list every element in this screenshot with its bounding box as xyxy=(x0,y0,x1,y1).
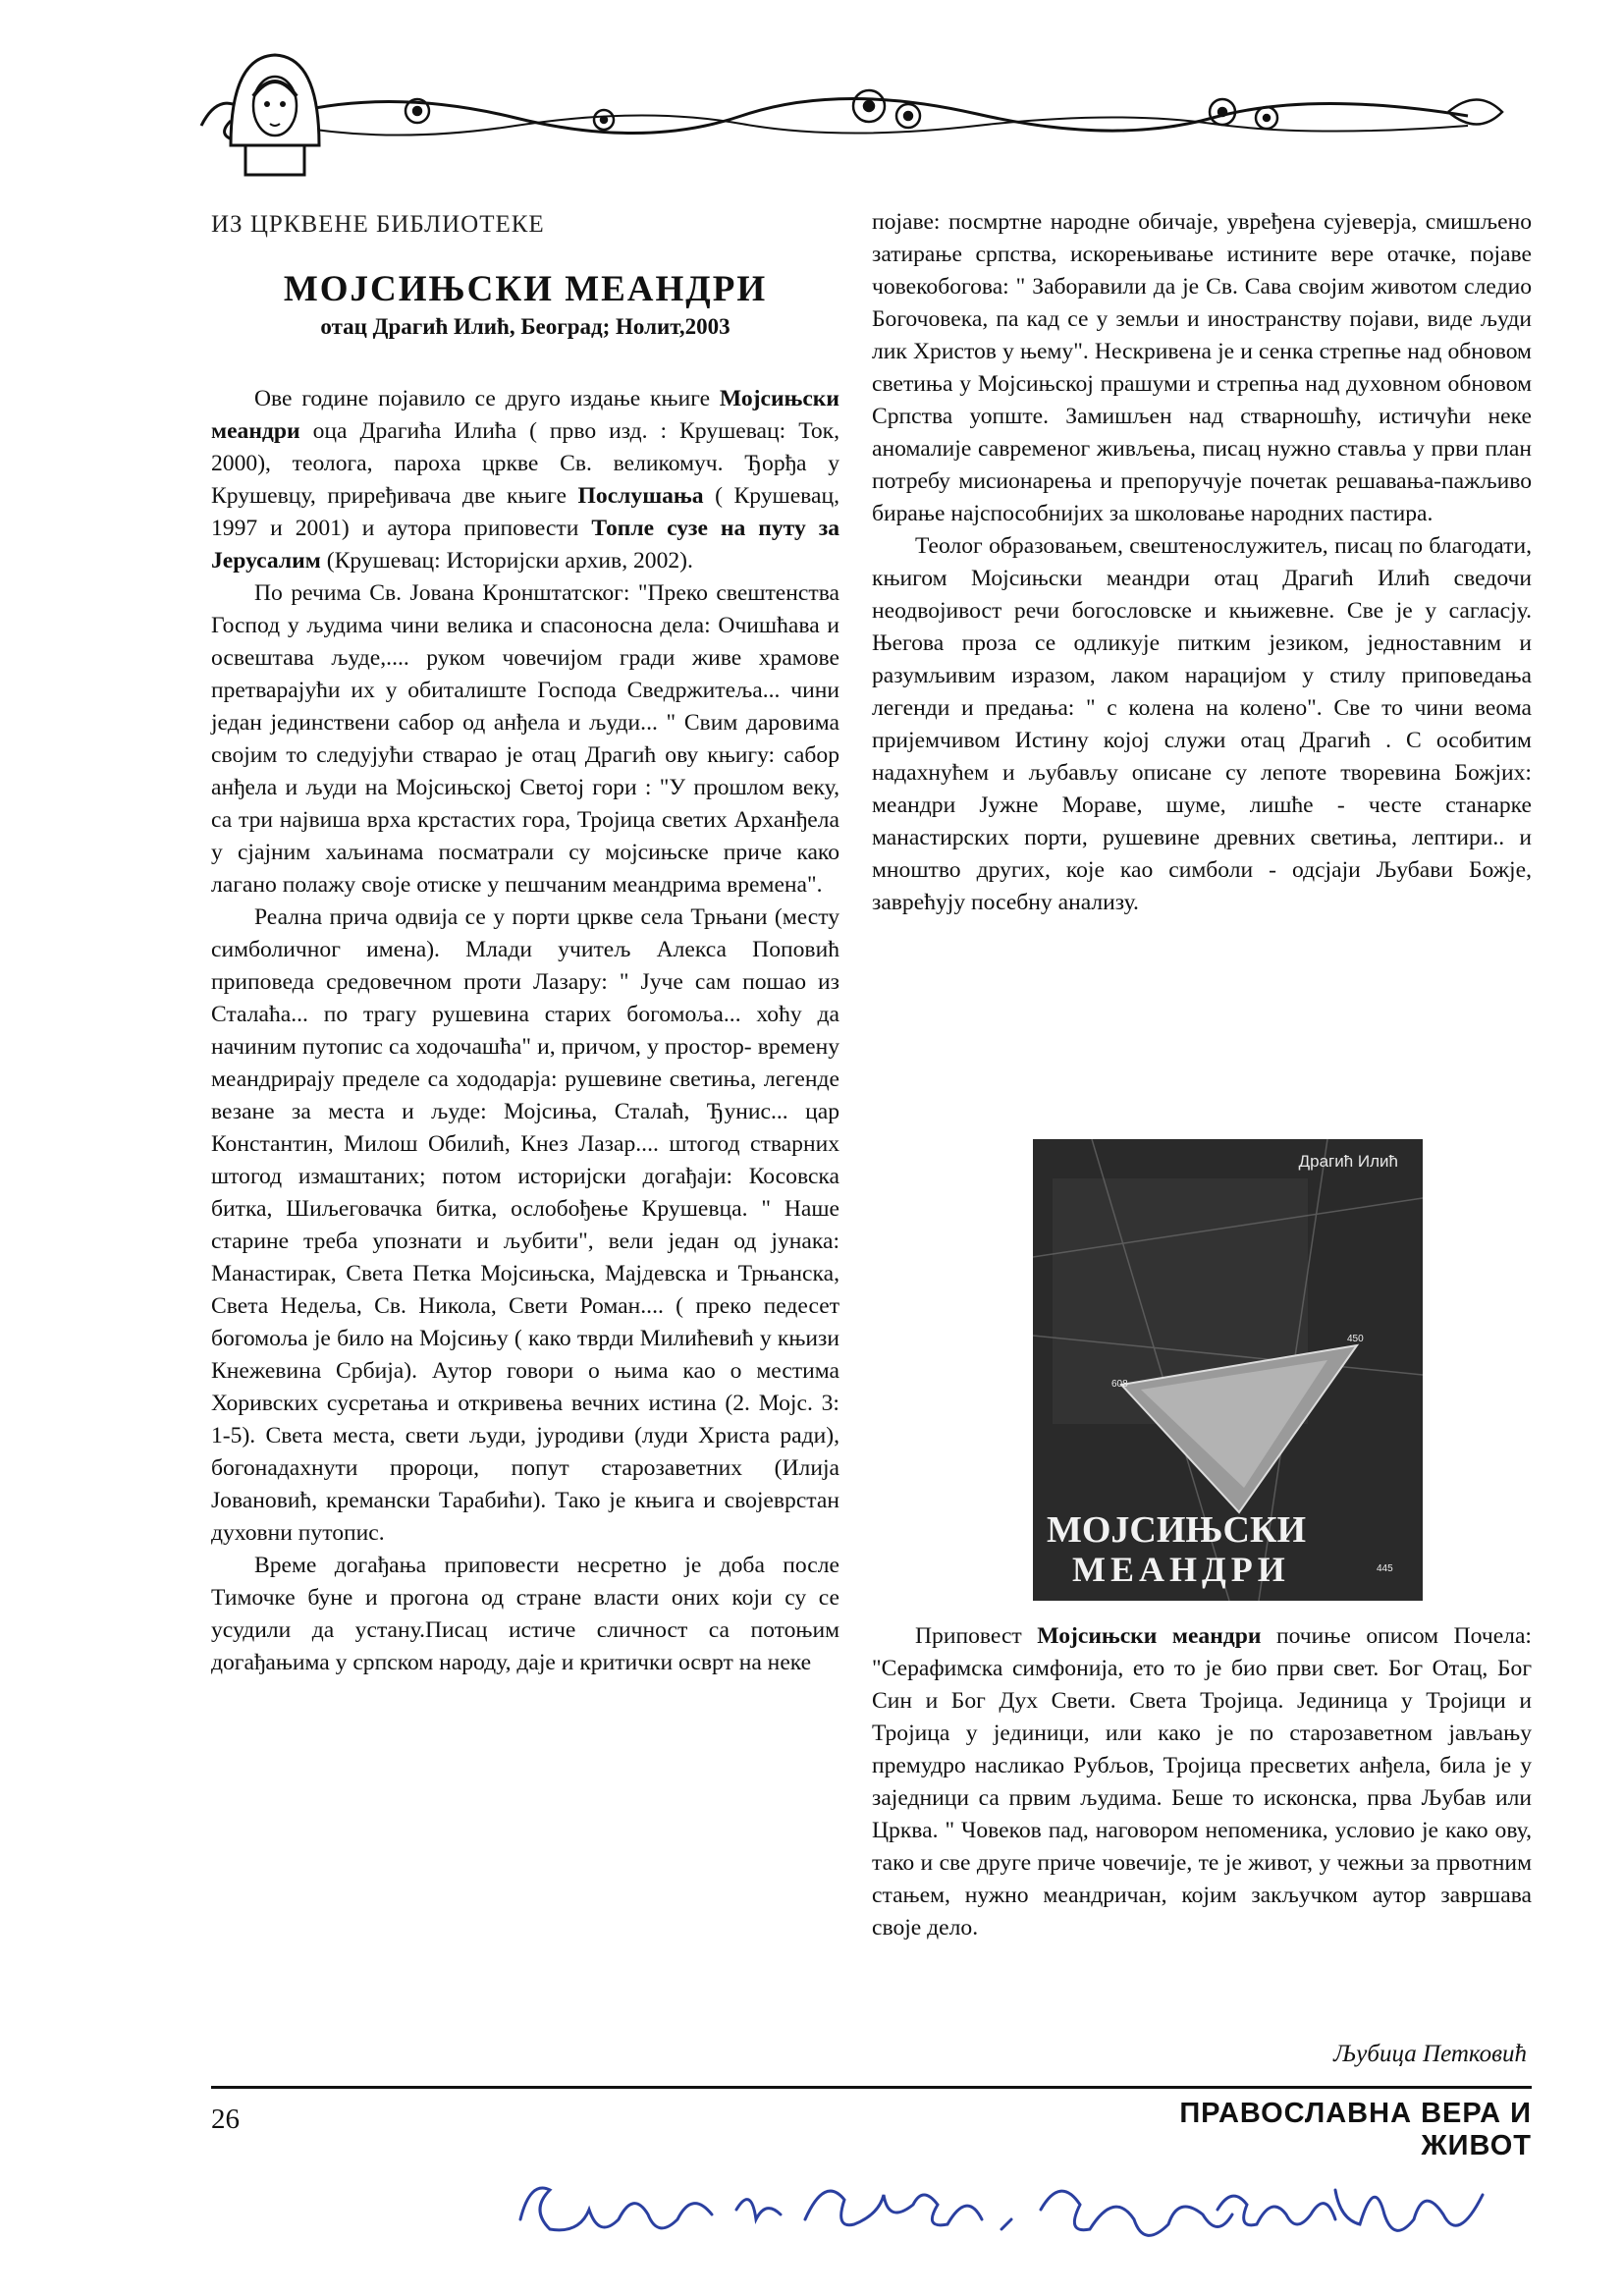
icon-portrait-icon xyxy=(231,55,319,175)
left-column xyxy=(211,211,839,1679)
cover-marker: 445 xyxy=(1377,1563,1393,1574)
handwritten-note xyxy=(511,2151,1502,2259)
article-subtitle: отац Драгић Илић, Београд; Нолит,2003 xyxy=(320,314,730,339)
cover-author: Драгић Илић xyxy=(1298,1152,1398,1171)
header-ornament xyxy=(191,47,1527,185)
paragraph: Реална прича одвија се у порти цркве села Трњани (месту симболичног имена). Млади учитељ Алекса Поповић приповеда средовечном проти Лазару: " Јуче сам пошао из Сталаћа... по трагу рушевина старих богомоља... хоћу да начиним путопис са ходочашћа" и, причом, у простор- времену меандрирају пределе са хододарја: рушевине светиња, легенде везане за места и људе: Мојсиња, Сталаћ, Ђунис... цар Константин, Милош Обилић, Кнез Лазар.... штогод стварних штогод измаштаних; потом историјски догађаји: Косовска битка, Шиљеговачка битка, ослобођење Крушевца. " Наше старине треба упознати и љубити", вели један од јунака: Манастирак, Света Петка Мојсињска, Мајдевска и Трњанска, Света Недеља, Св. Никола, Свети Роман.... ( преко педесет богомоља је било на Мојсињу ( како тврди Милићевић у књизи Кнежевина Србија). Аутор говори о њима као о местима Хоривских сусретања и откривења вечних истина (2. Мојс. 3: 1-5). Света места, свети људи, јуродиви (луди Христа ради), богонадахнути пророци, попут старозаветних (Илија Јовановић, кремански Тарабићи). Тако је књига и својеврстан духовни путопис. xyxy=(211,904,839,1546)
right-column-lower xyxy=(872,1620,1532,1944)
magazine-name: ПРАВОСЛАВНА ВЕРА И ЖИВОТ xyxy=(1179,2098,1532,2161)
footer-rule xyxy=(211,2086,1532,2089)
cover-marker: 608 xyxy=(1111,1379,1128,1390)
paragraph: По речима Св. Јована Кронштатског: "Преко свештенства Господ у људима чини велика и спасоносна дела: Очишћава и освештава људе,.... руком човечијом гради живе храмове претварајући их у обиталиште Господа Сведржитеља... чини један јединствени сабор од анђела и људи... " Свим даровима својим то следујући стварао је отац Драгић ову књигу: сабор анђела и људи на Мојсињској Светој гори : "У прошлом веку, са три највиша врха крстастих гора, Тројица светих Арханђела у сјајним хаљинама посматрали су мојсињске приче како лагано полажу своје отиске у пешчаним меандрима времена". xyxy=(211,580,839,898)
article-title: МОЈСИЊСКИ МЕАНДРИ xyxy=(283,269,768,309)
right-column xyxy=(872,206,1532,919)
author-signature: Љубица Петковић xyxy=(1333,2041,1527,2067)
cover-title-line1: МОЈСИЊСКИ xyxy=(1047,1509,1307,1551)
page-number: 26 xyxy=(211,2104,240,2135)
book-cover-image xyxy=(1033,1139,1423,1601)
paragraph: Приповест Мојсињски меандри почиње описом Почела: "Серафимска симфонија, ето то је био први свет. Бог Отац, Бог Син и Бог Дух Свети. Света Тројица. Јединица у Тројици и Тројица у јединици, или како је по старозаветном јављању премудро насликао Рубљов, Тројица пресветих анђела, била је у заједници са првим људима. Беше то исконска, прва Љубав или Црква. " Човеков пад, наговором непоменика, условио је како ову, тако и све друге приче човечије, те је живот, у чежњи за првотним стањем, нужно меандричан, којим закључком аутор завршава своје дело. xyxy=(872,1623,1532,1941)
paragraph: Време догађања приповести несретно је доба после Тимочке буне и прогона од стране власти оних који су се усудили да устану.Писац истиче сличност са потоњим догађањима у српском народу, даје и критички осврт на неке xyxy=(211,1553,839,1675)
cover-marker: 450 xyxy=(1347,1334,1364,1344)
paragraph: појаве: посмртне народне обичаје, увређена сујеверја, смишљено затирање српства, искорењивање истините вере отачке, појаве човекобогова: " Заборавили да је Св. Сава својим животом следио Богочовека, па кад се у земљи и иностранству појави, виде људи лик Христов у њему". Нескривена је и сенка стрепње над обновом светиња у Мојсињској прашуми и стрепња над духовном обновом Српства уопште. Замишљен над стварношћу, истичући неке аномалије савременог живљења, писац нужно ставља у први план потребу мисионарења и препоручује почетак решавања-пажљиво бирање најспособнијих за школовање народних пастира. xyxy=(872,209,1532,526)
cover-title-line2: МЕАНДРИ xyxy=(1072,1550,1290,1589)
paragraph: Ове године појавило се друго издање књиге Мојсињски меандри оца Драгића Илића ( прво изд. : Крушевац: Ток, 2000), теолога, пароха цркве Св. великомуч. Ђорђа у Крушевцу, приређивача две књиге Послушања ( Крушевац, 1997 и 2001) и аутора приповести Топле сузе на путу за Јерусалим (Крушевац: Историјски архив, 2002). xyxy=(211,386,839,574)
section-label: ИЗ ЦРКВЕНЕ БИБЛИОТЕКЕ xyxy=(211,211,545,238)
paragraph: Теолог образовањем, свештенослужитељ, писац по благодати, књигом Мојсињски меандри отац Драгић Илић сведочи неодвојивост речи богословске и књижевне. Све је у сагласју. Његова проза се одликује питким језиком, једноставним и разумљивим изразом, лаком нарацијом у стилу приповедања легенди и предања: " с колена на колено". Све то чини веома пријемчивом Истину којој служи отац Драгић . С особитим надахнућем и љубављу описане су лепоте творевина Божјих: меандри Јужне Мораве, шуме, лишће - честе станарке манастирских порти, рушевине древних светиња, лептири.. и мноштво других, које као симболи - одсјаји Љубави Божје, заврећују посебну анализу. xyxy=(872,533,1532,915)
